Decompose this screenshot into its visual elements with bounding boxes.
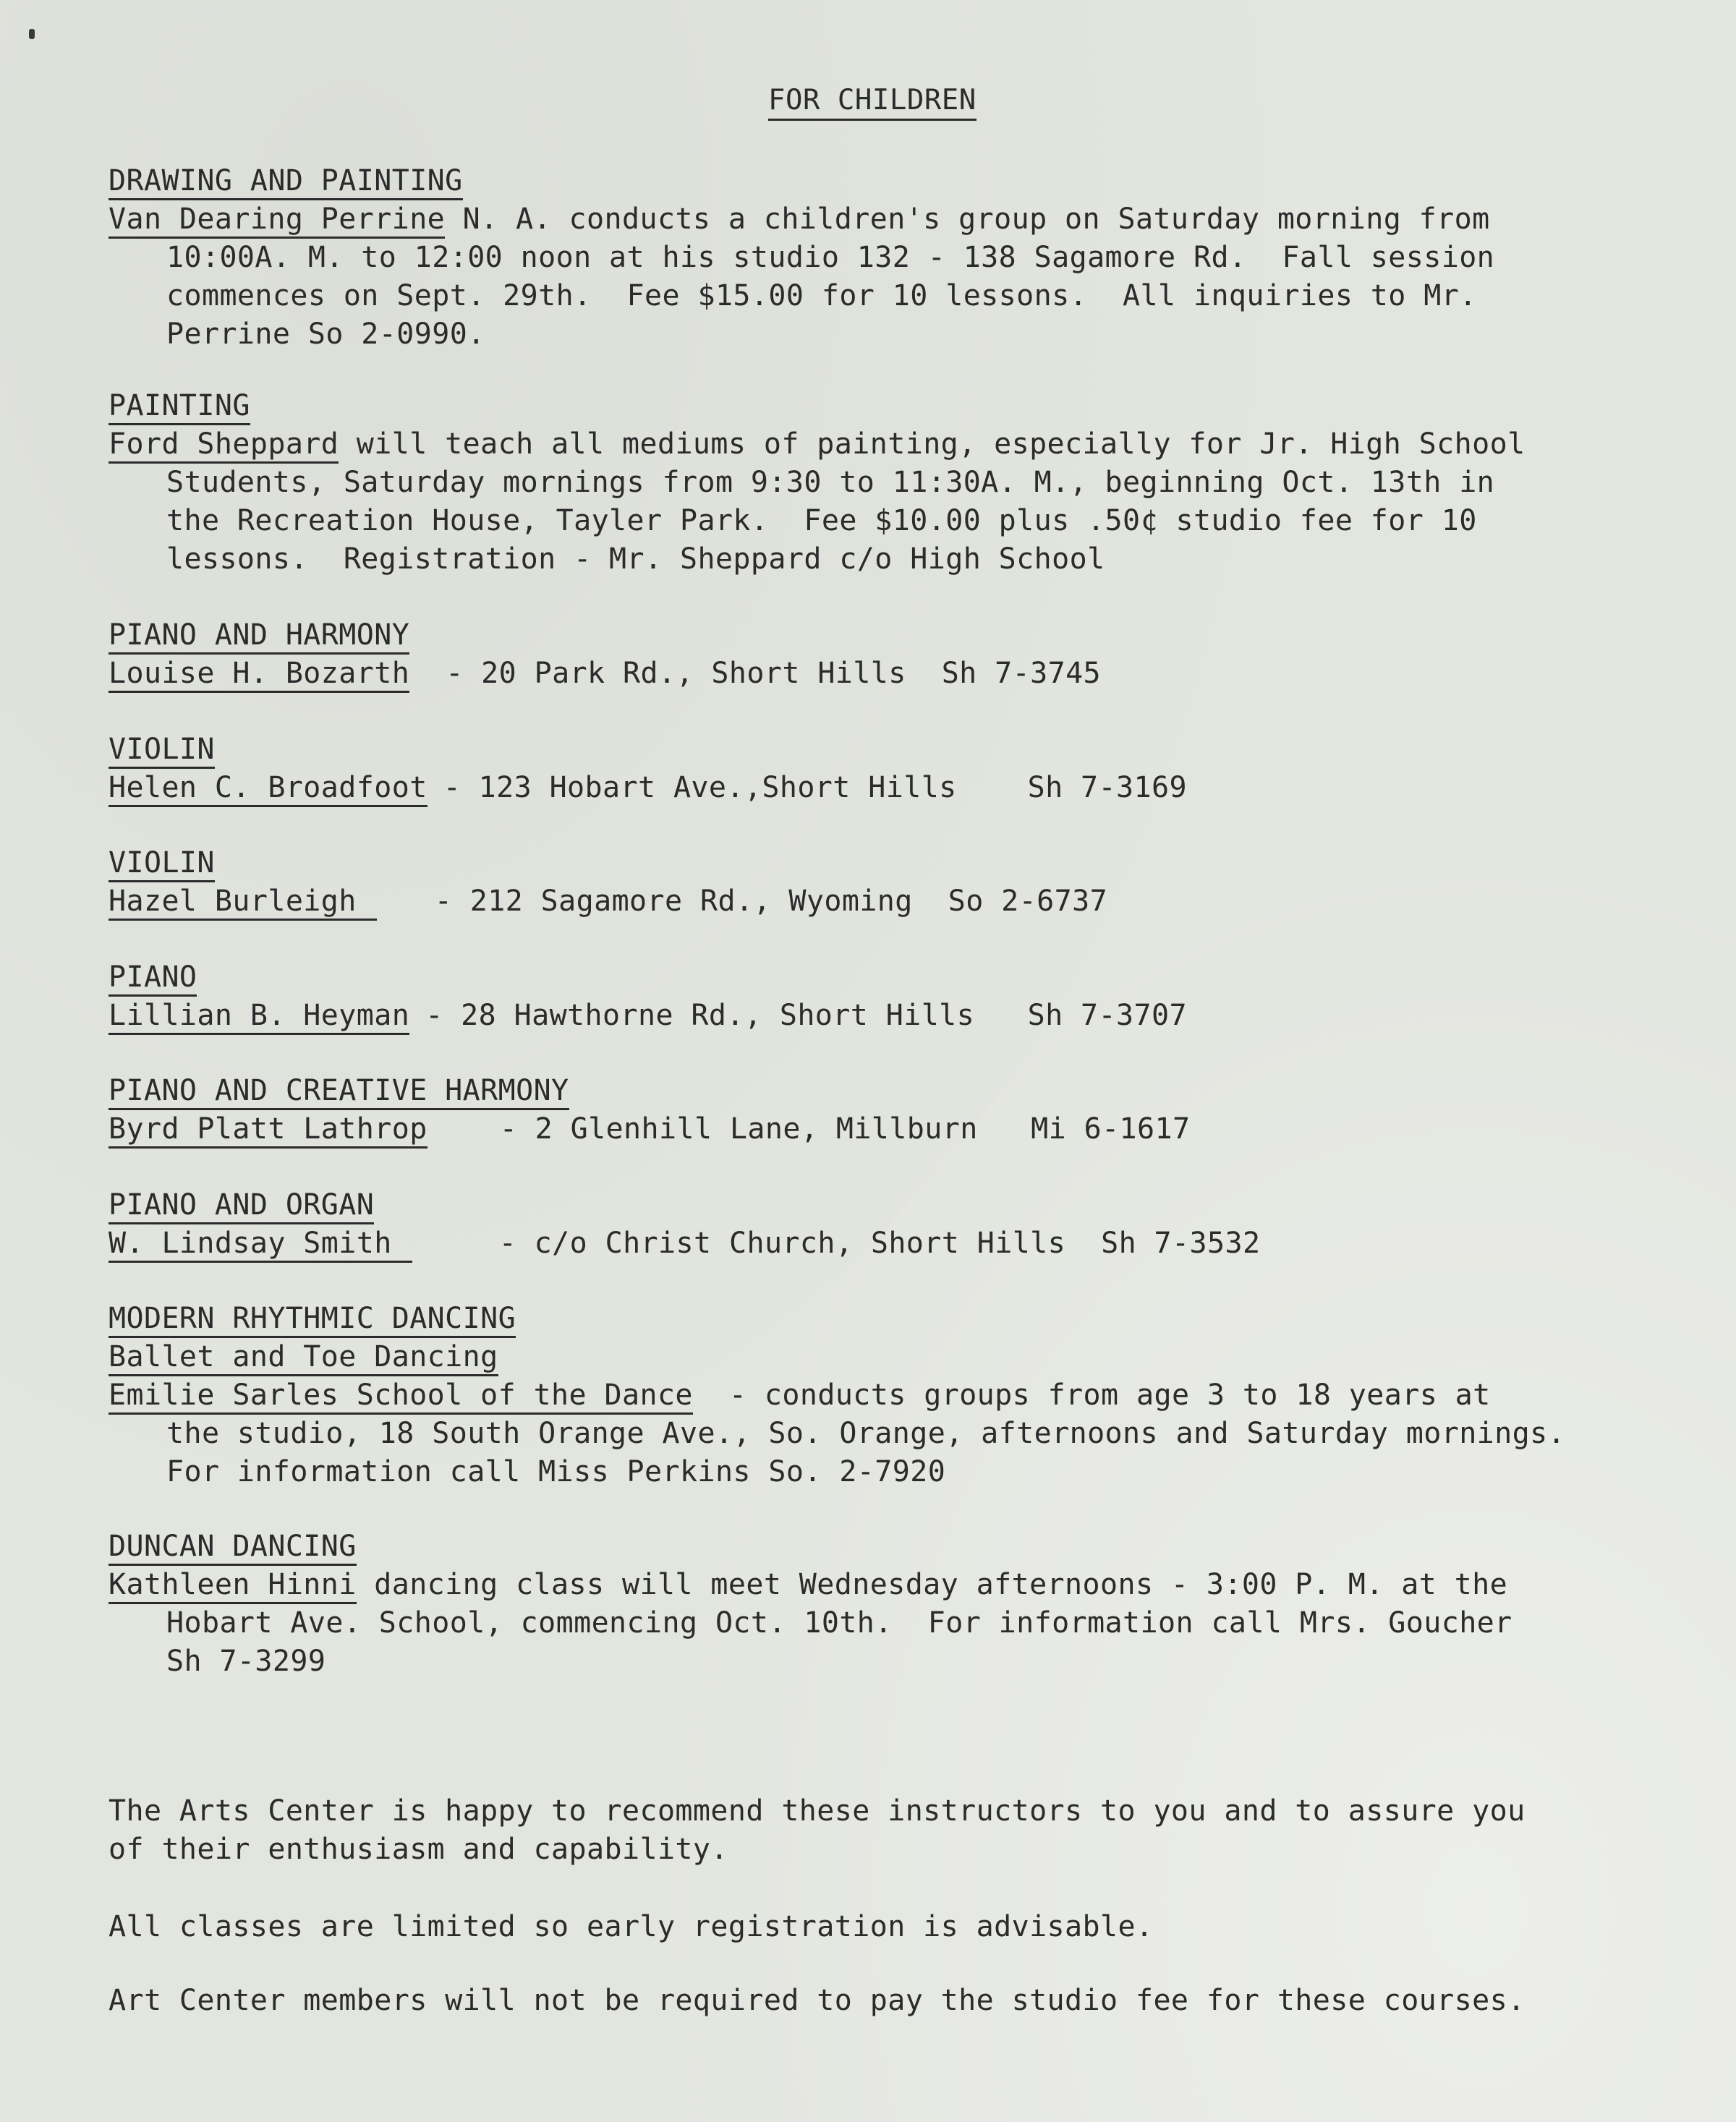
- section-modern-rhythmic-dancing: [109, 1300, 1664, 1491]
- description-line: For information call Miss Perkins So. 2-7920: [166, 1455, 946, 1488]
- contact-details: - 123 Hobart Ave.,Short Hills Sh 7-3169: [443, 771, 1187, 804]
- instructor-name: Lillian B. Heyman: [109, 998, 409, 1035]
- section-subheading: Ballet and Toe Dancing: [109, 1339, 498, 1376]
- section-violin-1: [109, 730, 1664, 807]
- description-line: 10:00A. M. to 12:00 noon at his studio 132 - 138 Sagamore Rd. Fall session: [166, 241, 1495, 274]
- description-line: - conducts groups from age 3 to 18 years at: [728, 1379, 1491, 1412]
- footer-line: All classes are limited so early registration is advisable.: [109, 1910, 1154, 1943]
- description-line: Hobart Ave. School, commencing Oct. 10th. For information call Mrs. Goucher: [166, 1606, 1512, 1640]
- section-heading: PIANO: [109, 960, 197, 997]
- contact-details: - 212 Sagamore Rd., Wyoming So 2-6737: [434, 885, 1108, 918]
- footer-line: Art Center members will not be required to pay the studio fee for these courses.: [109, 1984, 1526, 2017]
- ink-speck: [29, 29, 35, 39]
- section-heading: DRAWING AND PAINTING: [109, 163, 463, 200]
- description-line: Perrine So 2-0990.: [166, 318, 485, 351]
- description-line: will teach all mediums of painting, especially for Jr. High School: [339, 427, 1526, 461]
- section-heading: VIOLIN: [109, 732, 215, 769]
- description-line: Sh 7-3299: [166, 1645, 326, 1678]
- footer-studio-fee-note: [109, 1982, 1664, 2020]
- contact-details: - 28 Hawthorne Rd., Short Hills Sh 7-3707: [425, 999, 1187, 1032]
- instructor-name: Emilie Sarles School of the Dance: [109, 1378, 693, 1415]
- description-line: dancing class will meet Wednesday afternoons - 3:00 P. M. at the: [356, 1568, 1508, 1601]
- section-piano: [109, 958, 1664, 1035]
- section-piano-creative-harmony: [109, 1072, 1664, 1149]
- section-heading: PAINTING: [109, 388, 250, 425]
- section-painting: [109, 387, 1664, 579]
- instructor-name: Van Dearing Perrine: [109, 202, 445, 239]
- section-piano-harmony: [109, 616, 1664, 693]
- section-piano-organ: [109, 1186, 1664, 1263]
- description-line: lessons. Registration - Mr. Sheppard c/o High School: [166, 542, 1105, 576]
- section-heading: VIOLIN: [109, 845, 215, 882]
- instructor-name: W. Lindsay Smith: [109, 1226, 412, 1263]
- description-line: the Recreation House, Tayler Park. Fee $10.00 plus .50¢ studio fee for 10: [166, 504, 1477, 537]
- section-heading: PIANO AND CREATIVE HARMONY: [109, 1073, 569, 1110]
- contact-details: - c/o Christ Church, Short Hills Sh 7-3532: [498, 1227, 1261, 1260]
- instructor-name: Louise H. Bozarth: [109, 656, 409, 693]
- page-title: FOR CHILDREN: [768, 84, 977, 121]
- section-drawing-painting: [109, 162, 1664, 354]
- instructor-name: Byrd Platt Lathrop: [109, 1112, 427, 1149]
- description-line: commences on Sept. 29th. Fee $15.00 for 10 lessons. All inquiries to Mr.: [166, 279, 1477, 312]
- section-violin-2: [109, 844, 1664, 921]
- contact-details: - 2 Glenhill Lane, Millburn Mi 6-1617: [499, 1112, 1191, 1146]
- section-duncan-dancing: [109, 1527, 1664, 1681]
- instructor-name: Helen C. Broadfoot: [109, 770, 427, 807]
- contact-details: - 20 Park Rd., Short Hills Sh 7-3745: [446, 657, 1102, 690]
- description-line: N. A. conducts a children's group on Saturday morning from: [445, 203, 1490, 236]
- instructor-name: Ford Sheppard: [109, 427, 339, 464]
- footer-line: of their enthusiasm and capability.: [109, 1833, 728, 1866]
- footer-line: The Arts Center is happy to recommend these instructors to you and to assure you: [109, 1794, 1526, 1828]
- instructor-name: Kathleen Hinni: [109, 1567, 357, 1604]
- section-heading: PIANO AND ORGAN: [109, 1188, 374, 1224]
- footer-recommendation: [109, 1792, 1664, 1869]
- section-heading: DUNCAN DANCING: [109, 1529, 357, 1566]
- footer-registration-note: [109, 1908, 1664, 1946]
- instructor-name: Hazel Burleigh: [109, 884, 377, 921]
- section-heading: PIANO AND HARMONY: [109, 618, 409, 655]
- description-line: the studio, 18 South Orange Ave., So. Orange, afternoons and Saturday mornings.: [166, 1417, 1566, 1450]
- section-heading: MODERN RHYTHMIC DANCING: [109, 1301, 516, 1338]
- description-line: Students, Saturday mornings from 9:30 to 11:30A. M., beginning Oct. 13th in: [166, 466, 1495, 499]
